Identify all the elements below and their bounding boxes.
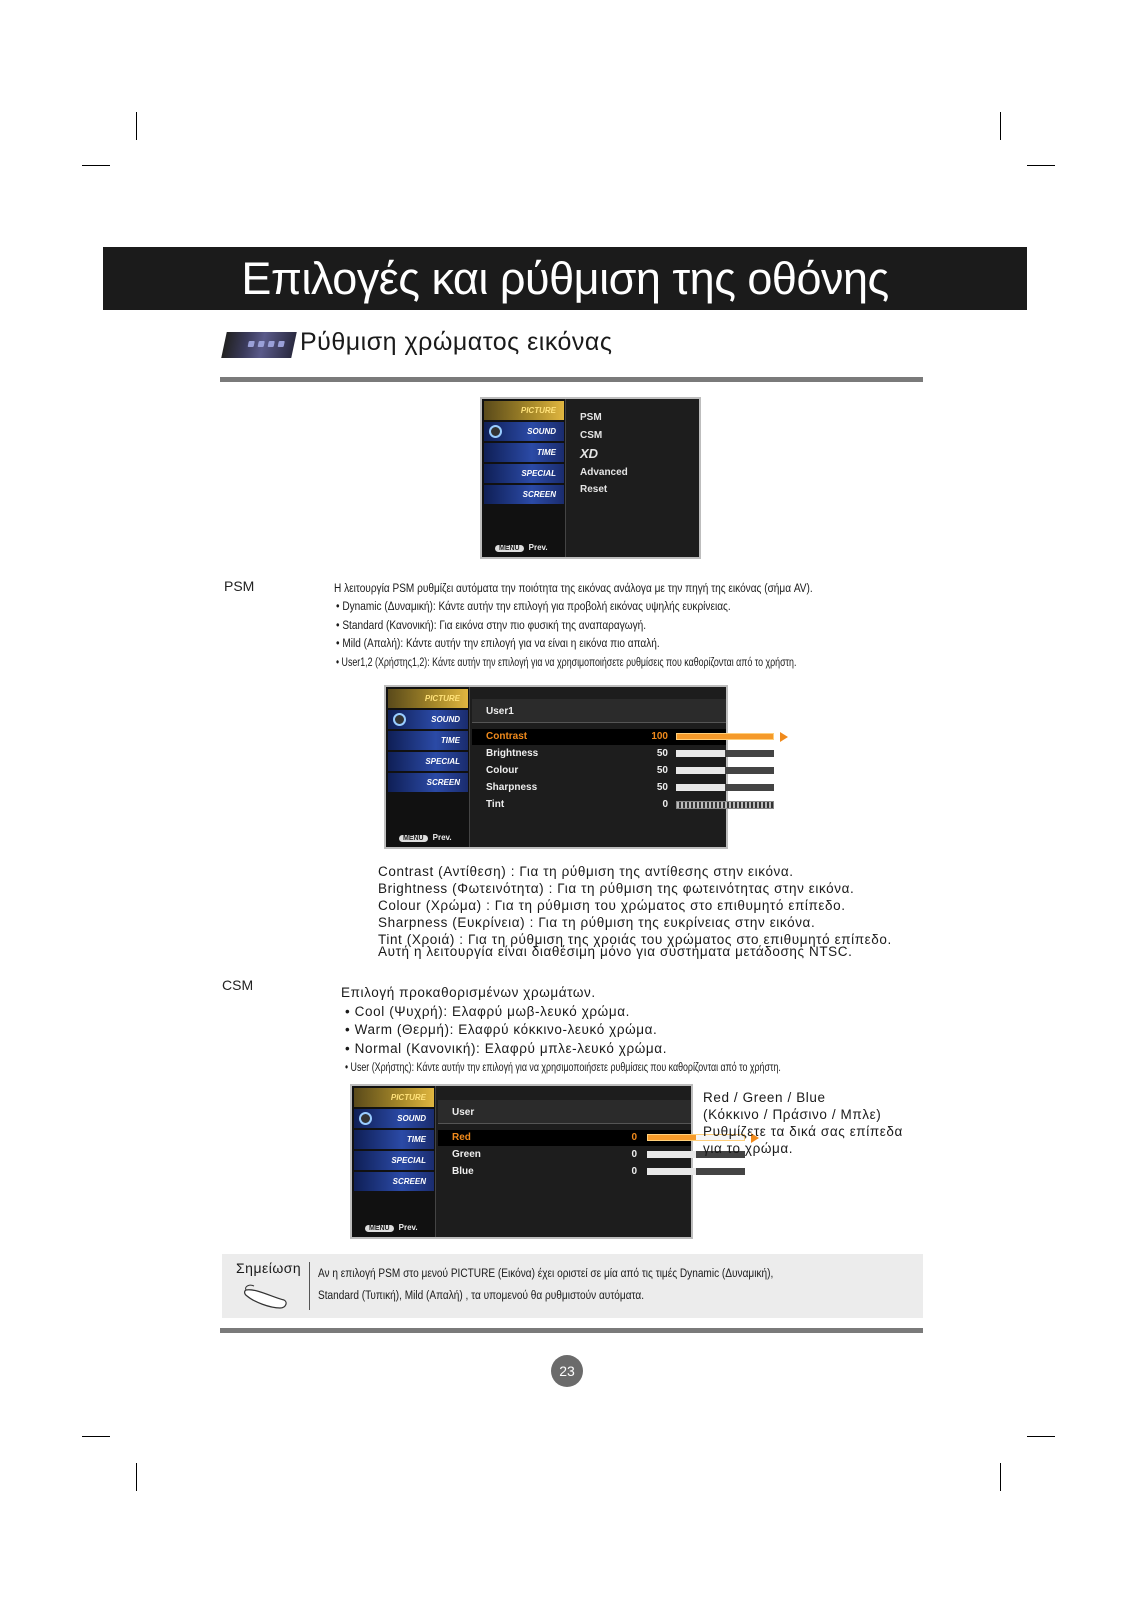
psm-desc: Brightness (Φωτεινότητα) : Για τη ρύθμιση της φωτεινότητας στην εικόνα. (378, 881, 855, 896)
note-box (222, 1254, 923, 1318)
crop-mark (136, 112, 137, 140)
psm-desc: Sharpness (Ευκρίνεια) : Για τη ρύθμιση της ευκρίνειας στην εικόνα. (378, 915, 816, 930)
note-divider (309, 1262, 310, 1310)
level-slider[interactable] (676, 733, 774, 740)
osd-nav-sound[interactable]: SOUND (388, 710, 468, 729)
osd-row-value: 50 (656, 782, 668, 793)
osd-nav-picture[interactable]: PICTURE (484, 401, 564, 420)
sound-icon (393, 713, 406, 726)
osd-row-value: 0 (631, 1132, 637, 1143)
osd-nav-screen[interactable]: SCREEN (354, 1172, 434, 1191)
osd-row-label: Blue (452, 1166, 474, 1177)
csm-label: CSM (222, 977, 254, 993)
osd-row-label: Green (452, 1149, 481, 1160)
crop-mark (82, 165, 110, 166)
psm-desc: Tint (Χροιά) : Για τη ρύθμιση της χροιάς του χρώματος στο επιθυμητό επίπεδο. (378, 932, 892, 947)
level-fill (676, 767, 725, 774)
crop-mark (1000, 112, 1001, 140)
osd-nav-time[interactable]: TIME (484, 443, 564, 462)
osd-option-csm[interactable]: CSM (580, 430, 603, 441)
psm-bullet: • Standard (Κανονική): Για εικόνα στην πιο φυσική της αναπαραγωγή. (336, 618, 647, 632)
osd-row-label: Contrast (486, 731, 528, 742)
submenu-header: User1 (472, 699, 726, 723)
osd-option-reset[interactable]: Reset (580, 484, 608, 495)
osd-row-value: 0 (662, 799, 668, 810)
rgb-note: (Κόκκινο / Πράσινο / Μπλε) (703, 1107, 882, 1122)
level-fill (676, 750, 725, 757)
psm-label: PSM (224, 578, 255, 594)
csm-bullet: • Cool (Ψυχρή): Ελαφρύ μωβ-λευκό χρώμα. (345, 1004, 630, 1019)
osd-row-contrast[interactable] (472, 729, 726, 745)
osd-nav-special[interactable]: SPECIAL (388, 752, 468, 771)
page-number: 23 (551, 1355, 583, 1387)
osd-csm-user (350, 1084, 693, 1239)
osd-row-blue[interactable] (438, 1164, 691, 1180)
crop-mark (1027, 1436, 1055, 1437)
osd-row-sharpness[interactable] (472, 780, 726, 796)
osd-row-value: 0 (631, 1166, 637, 1177)
osd-row-red[interactable] (438, 1130, 691, 1146)
sound-icon (489, 425, 502, 438)
osd-row-value: 0 (631, 1149, 637, 1160)
osd-psm-user1 (384, 685, 728, 849)
psm-bullet: • Mild (Απαλή): Κάντε αυτήν την επιλογή για να είναι η εικόνα πιο απαλή. (336, 636, 660, 650)
osd-option-psm[interactable]: PSM (580, 412, 602, 423)
osd-nav-picture[interactable]: PICTURE (388, 689, 468, 708)
osd-nav-sound[interactable]: SOUND (484, 422, 564, 441)
top-rule (220, 377, 923, 382)
section-title: Ρύθμιση χρώματος εικόνας (300, 328, 613, 356)
osd-nav-sound[interactable]: SOUND (354, 1109, 434, 1128)
sound-icon (359, 1112, 372, 1125)
osd-nav-time[interactable]: TIME (388, 731, 468, 750)
rgb-note: για το χρώμα. (703, 1141, 794, 1156)
psm-ntsc-note: Αυτή η λειτουργία είναι διαθέσιμη μόνο για συστήματα μετάδοσης NTSC. (378, 944, 853, 959)
csm-bullet: • Warm (Θερμή): Ελαφρύ κόκκινο-λευκό χρώμα. (345, 1022, 658, 1037)
csm-bullet: • User (Χρήστης): Κάντε αυτήν την επιλογή για να χρησιμοποιήσετε ρυθμίσεις που καθορίζονται από το χρήστη. (345, 1060, 781, 1074)
osd-row-tint[interactable] (472, 797, 726, 813)
note-text: Αν η επιλογή PSM στο μενού PICTURE (Εικόνα) έχει οριστεί σε μία από τις τιμές Dynamic (Δυναμική), (318, 1266, 774, 1280)
rgb-note: Ρυθμίζετε τα δικά σας επίπεδα (703, 1124, 903, 1139)
osd-nav-time[interactable]: TIME (354, 1130, 434, 1149)
osd-row-label: Brightness (486, 748, 539, 759)
crop-mark (136, 1463, 137, 1491)
osd-row-label: Sharpness (486, 782, 538, 793)
osd-row-label: Colour (486, 765, 519, 776)
level-slider[interactable] (676, 784, 774, 791)
osd-row-brightness[interactable] (472, 746, 726, 762)
osd-row-label: Red (452, 1132, 471, 1143)
csm-intro: Επιλογή προκαθορισμένων χρωμάτων. (341, 985, 596, 1000)
psm-bullet: • User1,2 (Χρήστης1,2): Κάντε αυτήν την επιλογή για να χρησιμοποιήσετε ρυθμίσεις που καθορίζονται από το χρήστη. (336, 655, 797, 669)
level-slider[interactable] (676, 750, 774, 757)
level-fill (676, 784, 725, 791)
level-slider[interactable] (676, 767, 774, 774)
note-text: Standard (Τυπική), Mild (Απαλή) , τα υπομενού θα ρυθμιστούν αυτόματα. (318, 1288, 645, 1302)
crop-mark (82, 1436, 110, 1437)
submenu-header: User (438, 1100, 691, 1124)
psm-desc: Contrast (Αντίθεση) : Για τη ρύθμιση της αντίθεσης στην εικόνα. (378, 864, 794, 879)
page-title: Επιλογές και ρύθμιση της οθόνης (103, 247, 1027, 310)
osd-row-value: 100 (651, 731, 668, 742)
csm-bullet: • Normal (Κανονική): Ελαφρύ μπλε-λευκό χρώμα. (345, 1041, 668, 1056)
osd-main-menu (480, 397, 701, 559)
level-fill (647, 1168, 696, 1175)
osd-row-colour[interactable] (472, 763, 726, 779)
osd-nav-picture[interactable]: PICTURE (354, 1088, 434, 1107)
osd-option-advanced[interactable]: Advanced (580, 467, 628, 478)
osd-nav-screen[interactable]: SCREEN (484, 485, 564, 504)
osd-nav-screen[interactable]: SCREEN (388, 773, 468, 792)
menu-prev-key[interactable]: MENU Prev. (399, 833, 452, 842)
bottom-rule (220, 1328, 923, 1333)
crop-mark (1027, 165, 1055, 166)
psm-desc: Colour (Χρώμα) : Για τη ρύθμιση του χρώματος στο επιθυμητό επίπεδο. (378, 898, 846, 913)
osd-row-label: Tint (486, 799, 505, 810)
osd-row-value: 50 (656, 748, 668, 759)
rgb-note: Red / Green / Blue (703, 1090, 826, 1105)
level-fill (647, 1151, 696, 1158)
psm-intro: Η λειτουργία PSM ρυθμίζει αυτόματα την ποιότητα της εικόνας ανάλογα με την πηγή της εικόνας (σήμα AV). (334, 581, 813, 595)
menu-prev-key[interactable]: MENU Prev. (495, 543, 548, 552)
osd-nav-special[interactable]: SPECIAL (484, 464, 564, 483)
mouse-icon (242, 1284, 288, 1310)
crop-mark (1000, 1463, 1001, 1491)
psm-bullet: • Dynamic (Δυναμική): Κάντε αυτήν την επιλογή για προβολή εικόνας υψηλής ευκρίνειας. (336, 599, 731, 613)
tint-slider[interactable] (676, 801, 774, 809)
note-label: Σημείωση (236, 1260, 302, 1276)
osd-row-green[interactable] (438, 1147, 691, 1163)
osd-row-value: 50 (656, 765, 668, 776)
section-icon (221, 332, 297, 358)
osd-nav-special[interactable]: SPECIAL (354, 1151, 434, 1170)
level-slider[interactable] (647, 1168, 745, 1175)
osd-option-xd[interactable]: XD (580, 446, 599, 461)
right-arrow-icon[interactable] (780, 732, 788, 742)
menu-prev-key[interactable]: MENU Prev. (365, 1223, 418, 1232)
